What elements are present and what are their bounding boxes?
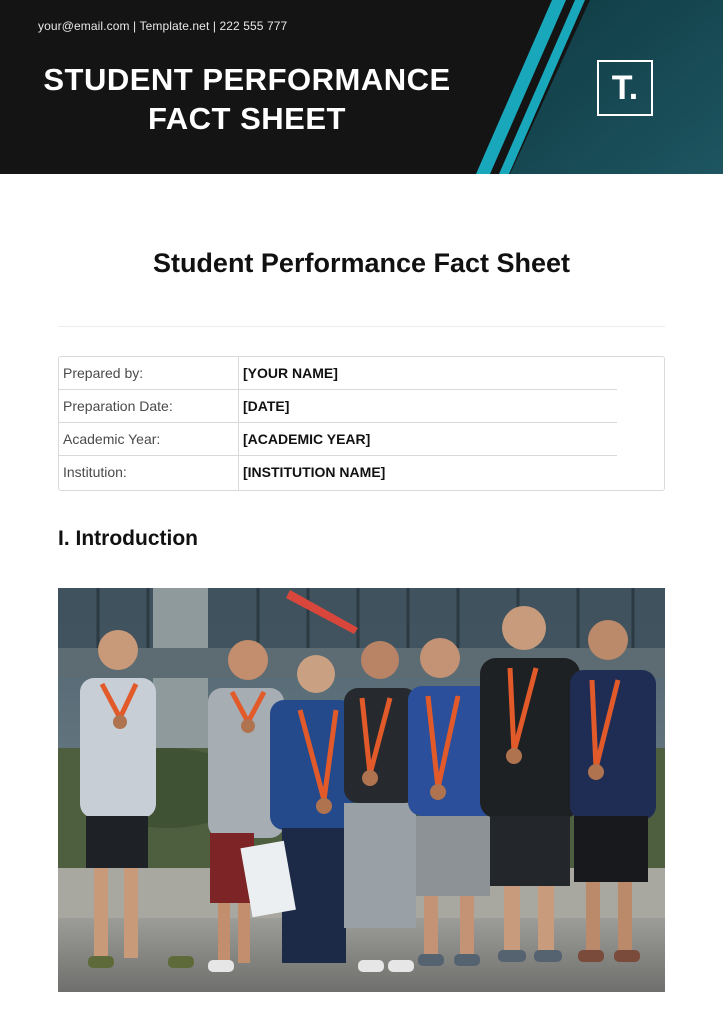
title-divider: [58, 326, 665, 327]
header-banner: [0, 0, 723, 174]
academic-year-value: [ACADEMIC YEAR]: [243, 431, 371, 447]
institution-label: Institution:: [63, 464, 127, 480]
preparation-date-value: [DATE]: [243, 398, 290, 414]
banner-title-line2: FACT SHEET: [148, 101, 346, 136]
info-table: [58, 356, 665, 491]
banner-title-line1: STUDENT PERFORMANCE: [43, 62, 451, 97]
table-row: [59, 357, 617, 390]
banner-title: [0, 60, 494, 138]
prepared-by-label: Prepared by:: [63, 365, 144, 381]
academic-year-label: Academic Year:: [63, 431, 161, 447]
students-photo-illustration: [58, 588, 665, 992]
table-row: [59, 390, 617, 423]
document-title: Student Performance Fact Sheet: [152, 248, 571, 278]
students-photo: [58, 588, 665, 992]
preparation-date-label: Preparation Date:: [63, 398, 173, 414]
logo: T.: [597, 60, 653, 116]
introduction-heading: I. Introduction: [58, 527, 198, 550]
contact-info: your@email.com | Template.net | 222 555 777: [38, 19, 288, 33]
table-row: [59, 423, 617, 456]
table-row: [59, 456, 617, 489]
institution-value: [INSTITUTION NAME]: [243, 464, 386, 480]
prepared-by-value: [YOUR NAME]: [243, 365, 338, 381]
